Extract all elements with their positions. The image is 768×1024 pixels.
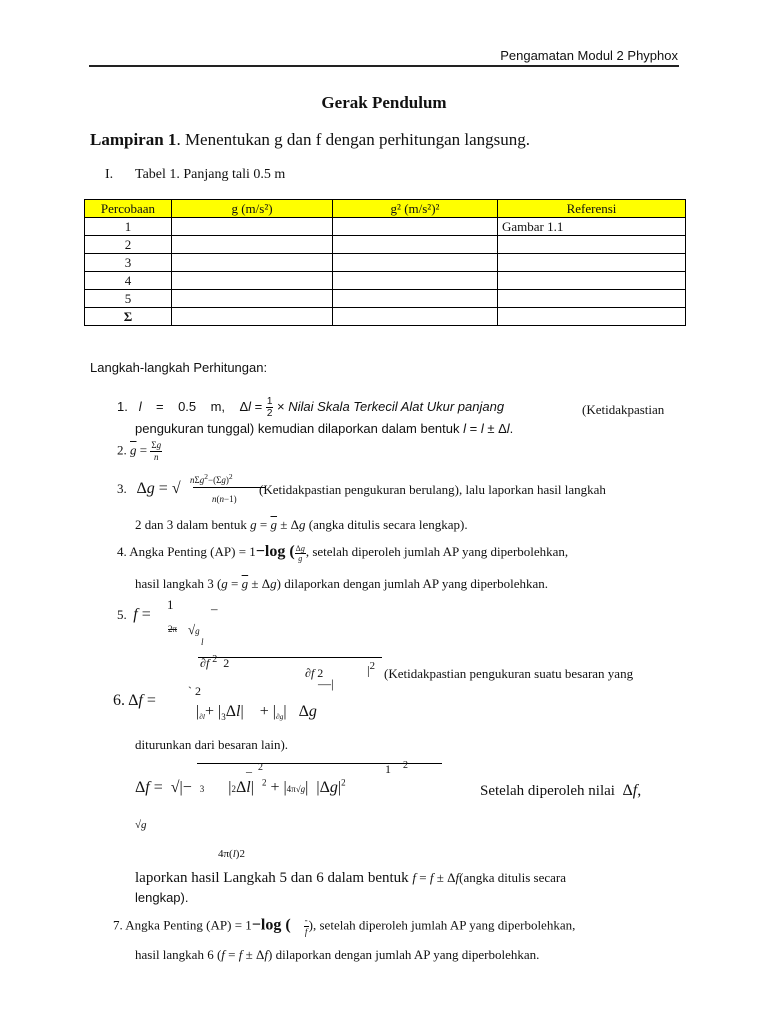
step-6-squared: $|^2$	[367, 660, 376, 678]
page-title: Gerak Pendulum	[321, 93, 447, 112]
step-7: 7. Angka Penting (AP) = 1−log ( $\frac{-}{f}$ ), setelah diperoleh jumlah AP yang diperbolehkan,	[113, 915, 576, 937]
table-cell	[172, 272, 333, 290]
step-6-exp: ` 2	[188, 684, 201, 698]
laporkan-note: (angka ditulis secara	[459, 870, 566, 885]
lampiran-heading	[90, 130, 530, 150]
table-row	[85, 236, 686, 254]
step-text: (angka ditulis secara lengkap).	[308, 517, 468, 532]
step-7-line-2: hasil langkah 6 (f = f ± Δf) dilaporkan dengan jumlah AP yang diperbolehkan.	[135, 947, 540, 962]
header-text: Pengamatan Modul 2 Phyphox	[500, 48, 678, 63]
step-text: , setelah diperoleh jumlah AP yang diperbolehkan,	[305, 544, 569, 559]
section-caption-line	[105, 167, 285, 183]
step-2: 2. $\overline{g}$ = $\frac{\Sigma g}{n}$	[117, 440, 162, 462]
step-6-line-2: diturunkan dari besaran lain).	[135, 737, 289, 752]
table-cell: 5	[85, 290, 172, 308]
steps-title: Langkah-langkah Perhitungan:	[90, 360, 268, 375]
step-3: 3. Δg = √	[117, 480, 181, 497]
table-cell	[333, 272, 498, 290]
table-cell: Gambar 1.1	[498, 218, 686, 236]
table-cell: Σ	[85, 308, 172, 326]
step-text: pengukuran tunggal) kemudian dilaporkan dalam bentuk	[135, 421, 460, 436]
table-row	[85, 290, 686, 308]
table-cell	[498, 290, 686, 308]
table-header-row	[85, 200, 686, 218]
expanded-denominator: 4π(l)2	[218, 848, 245, 860]
setelah-label: Setelah diperoleh nilai	[480, 783, 615, 799]
step-text: hasil langkah 3 (	[135, 576, 222, 591]
step-text: ) dilaporkan dengan jumlah AP yang diperbolehkan.	[268, 947, 540, 962]
table-cell	[333, 254, 498, 272]
setelah-text: Setelah diperoleh nilai Δf,	[480, 782, 642, 799]
table-caption: Tabel 1. Panjang tali 0.5 m	[135, 167, 286, 182]
step-1-note: (Ketidakpastian	[582, 402, 665, 417]
table-cell	[172, 290, 333, 308]
step-6: 6. Δf =	[113, 692, 156, 709]
table-row	[85, 272, 686, 290]
table-cell	[172, 308, 333, 326]
step-3-numerator: $n\Sigma g^2-(\Sigma g)^2$	[190, 472, 233, 485]
table-cell	[333, 218, 498, 236]
table-cell	[172, 218, 333, 236]
step-6-abs: —|	[318, 676, 334, 691]
table-cell	[498, 272, 686, 290]
step-text: ), setelah diperoleh jumlah AP yang diperbolehkan,	[308, 917, 576, 933]
step-1-line-2: pengukuran tunggal) kemudian dilaporkan dalam bentuk l = l ± Δl.	[135, 421, 514, 436]
table-cell	[333, 290, 498, 308]
expanded-sup-2: 1 $^2$	[385, 760, 408, 776]
step-1: 1. l = 0.5 m, Δl = $\frac{1}{2}$ × Nilai Skala Terkecil Alat Ukur panjang	[117, 396, 505, 419]
table-row	[85, 254, 686, 272]
table-header-cell: Percobaan	[85, 200, 172, 218]
section-number: I.	[105, 167, 114, 182]
table-cell: 3	[85, 254, 172, 272]
lengkap-line: lengkap).	[135, 890, 189, 905]
expanded-sup: – $^2$	[246, 762, 263, 778]
table-header-cell: g² (m/s²)²	[333, 200, 498, 218]
step-4-line-2: hasil langkah 3 $(g = \overline{g} \pm \Delta g)$ dilaporkan dengan jumlah AP yang diperbolehkan.	[135, 576, 549, 591]
step-5: 5. f =	[117, 606, 151, 623]
data-table	[84, 199, 686, 326]
table-cell	[498, 236, 686, 254]
step-text: 4. Angka Penting (AP) = 1	[117, 544, 256, 559]
step-text: ) dilaporkan dengan jumlah AP yang diperbolehkan.	[276, 576, 549, 591]
step-5-dash: –	[211, 601, 218, 616]
table-cell	[333, 236, 498, 254]
table-cell	[172, 254, 333, 272]
expanded-sqrt-g: √g	[135, 819, 147, 831]
table-header-cell: g (m/s²)	[172, 200, 333, 218]
table-cell: 2	[85, 236, 172, 254]
step-6-partial-f-2: ∂f 2	[305, 666, 324, 680]
step-3-fraction-bar	[193, 487, 265, 488]
step-text: 7. Angka Penting (AP) = 1	[113, 917, 252, 933]
step-text: hasil langkah 6 (	[135, 947, 222, 962]
lampiran-label: Lampiran 1	[90, 130, 177, 149]
table-sum-row	[85, 308, 686, 326]
table-row	[85, 218, 686, 236]
skala-text: Nilai Skala Terkecil Alat Ukur panjang	[288, 398, 505, 414]
header-rule	[89, 65, 679, 67]
step-6-partial-f: ∂f $^2$ 2	[200, 654, 230, 670]
step-3-text: (Ketidakpastian pengukuran berulang), lalu laporkan hasil langkah	[259, 482, 606, 497]
relative-error-fraction-f: $\frac{-}{f}$	[304, 915, 308, 937]
step-5-numerator: 1	[167, 597, 174, 612]
step-3-line-2: 2 dan 3 dalam bentuk $g = \overline{g} \pm \Delta g$ (angka ditulis secara lengkap).	[135, 517, 468, 532]
laporkan-line: laporkan hasil Langkah 5 dan 6 dalam bentuk f = f ± Δf(angka ditulis secara	[135, 870, 566, 886]
step-3-denominator: n(n−1)	[212, 494, 237, 504]
step-6-expression: $|_{\partial l}+ |_3\Delta l|$ + $|_{\partial g}|$ Δg	[196, 703, 317, 723]
table-cell	[498, 308, 686, 326]
step-5-denominator: 2π	[168, 624, 178, 634]
mean-fraction: $\frac{\Sigma g}{n}$	[151, 440, 162, 462]
step-4: 4. Angka Penting (AP) = 1−log ( $\frac{\Delta g}{g}$ , setelah diperoleh jumlah AP yang diperbolehkan,	[117, 543, 569, 563]
fraction-half: $\frac{1}{2}$	[266, 396, 273, 419]
table-cell	[333, 308, 498, 326]
step-6-text: (Ketidakpastian pengukuran suatu besaran yang	[384, 666, 634, 681]
step-5-l: l	[201, 637, 204, 647]
table-cell	[172, 236, 333, 254]
relative-error-fraction: $\frac{\Delta g}{g}$	[295, 543, 305, 563]
lampiran-text: . Menentukan g dan f dengan perhitungan langsung.	[176, 130, 531, 149]
step-text: 2 dan 3 dalam bentuk	[135, 517, 247, 532]
table-header-cell: Referensi	[498, 200, 686, 218]
table-cell: 1	[85, 218, 172, 236]
delta-f-expanded: Δf = √|− 3 |2Δl| $^2$ + |4π√g| $|\Delta g|^2$	[135, 778, 346, 797]
laporkan-label: laporkan hasil Langkah 5 dan 6 dalam bentuk	[135, 870, 409, 886]
step-5-sqrt: √g	[188, 622, 200, 637]
table-cell: 4	[85, 272, 172, 290]
step-number: 1.	[117, 398, 128, 414]
table-cell	[498, 254, 686, 272]
